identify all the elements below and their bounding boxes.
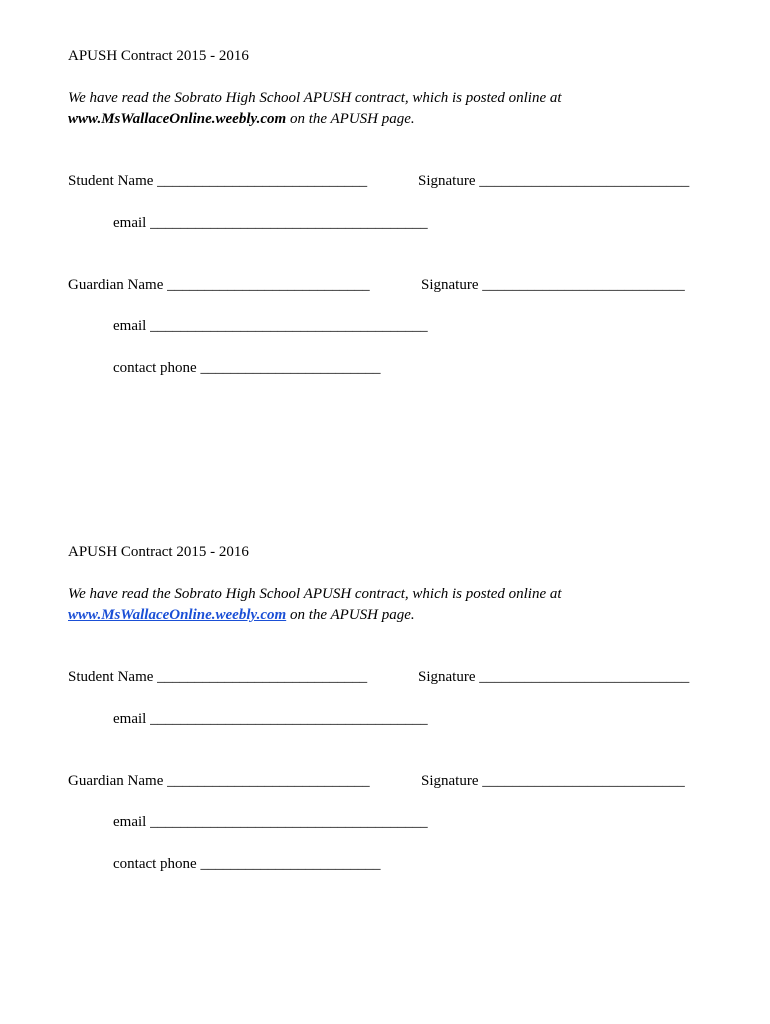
guardian-name-field[interactable] <box>68 771 370 791</box>
guardian-name-label: Guardian Name <box>68 277 164 293</box>
student-email-blank[interactable]: _____________________________________ <box>150 711 428 727</box>
guardian-email-label: email <box>113 814 147 830</box>
contract-form-2 <box>0 496 770 996</box>
student-name-field[interactable] <box>68 171 367 191</box>
student-signature-field[interactable] <box>418 171 689 191</box>
student-email-label: email <box>113 215 147 231</box>
student-email-blank[interactable]: _____________________________________ <box>150 215 428 231</box>
contract-title: APUSH Contract 2015 - 2016 <box>68 48 249 64</box>
guardian-email-field[interactable] <box>113 812 428 832</box>
website-link[interactable]: www.MsWallaceOnline.weebly.com <box>68 607 287 623</box>
student-signature-blank[interactable]: ____________________________ <box>479 669 690 685</box>
student-name-field[interactable] <box>68 667 367 687</box>
student-name-label: Student Name <box>68 173 154 189</box>
contact-phone-label: contact phone <box>113 856 197 872</box>
guardian-email-blank[interactable]: _____________________________________ <box>150 318 428 334</box>
guardian-signature-label: Signature <box>421 277 479 293</box>
student-signature-blank[interactable]: ____________________________ <box>479 173 690 189</box>
guardian-name-blank[interactable]: ___________________________ <box>167 277 370 293</box>
guardian-email-label: email <box>113 318 147 334</box>
contact-phone-field[interactable] <box>113 854 380 874</box>
guardian-name-blank[interactable]: ___________________________ <box>167 773 370 789</box>
contact-phone-field[interactable] <box>113 358 380 378</box>
website-url: www.MsWallaceOnline.weebly.com <box>68 111 287 127</box>
student-signature-label: Signature <box>418 669 476 685</box>
contract-intro-line-1: We have read the Sobrato High School APUSH contract, which is posted online at <box>68 90 562 106</box>
contact-phone-blank[interactable]: ________________________ <box>200 856 381 872</box>
guardian-signature-field[interactable] <box>421 275 685 295</box>
intro-suffix: on the APUSH page. <box>286 607 415 623</box>
guardian-name-label: Guardian Name <box>68 773 164 789</box>
guardian-signature-blank[interactable]: ___________________________ <box>482 277 685 293</box>
intro-suffix: on the APUSH page. <box>286 111 415 127</box>
student-name-label: Student Name <box>68 669 154 685</box>
contract-title: APUSH Contract 2015 - 2016 <box>68 544 249 560</box>
contract-intro-line-1: We have read the Sobrato High School APUSH contract, which is posted online at <box>68 586 562 602</box>
guardian-email-field[interactable] <box>113 316 428 336</box>
guardian-signature-field[interactable] <box>421 771 685 791</box>
contract-intro-line-2 <box>68 605 415 625</box>
guardian-name-field[interactable] <box>68 275 370 295</box>
student-name-blank[interactable]: ____________________________ <box>157 669 368 685</box>
contract-intro-line-2 <box>68 109 415 129</box>
contact-phone-label: contact phone <box>113 360 197 376</box>
student-email-field[interactable] <box>113 709 428 729</box>
student-email-label: email <box>113 711 147 727</box>
guardian-signature-blank[interactable]: ___________________________ <box>482 773 685 789</box>
student-email-field[interactable] <box>113 213 428 233</box>
guardian-email-blank[interactable]: _____________________________________ <box>150 814 428 830</box>
contract-form-1 <box>0 0 770 500</box>
contact-phone-blank[interactable]: ________________________ <box>200 360 381 376</box>
guardian-signature-label: Signature <box>421 773 479 789</box>
student-name-blank[interactable]: ____________________________ <box>157 173 368 189</box>
student-signature-field[interactable] <box>418 667 689 687</box>
student-signature-label: Signature <box>418 173 476 189</box>
